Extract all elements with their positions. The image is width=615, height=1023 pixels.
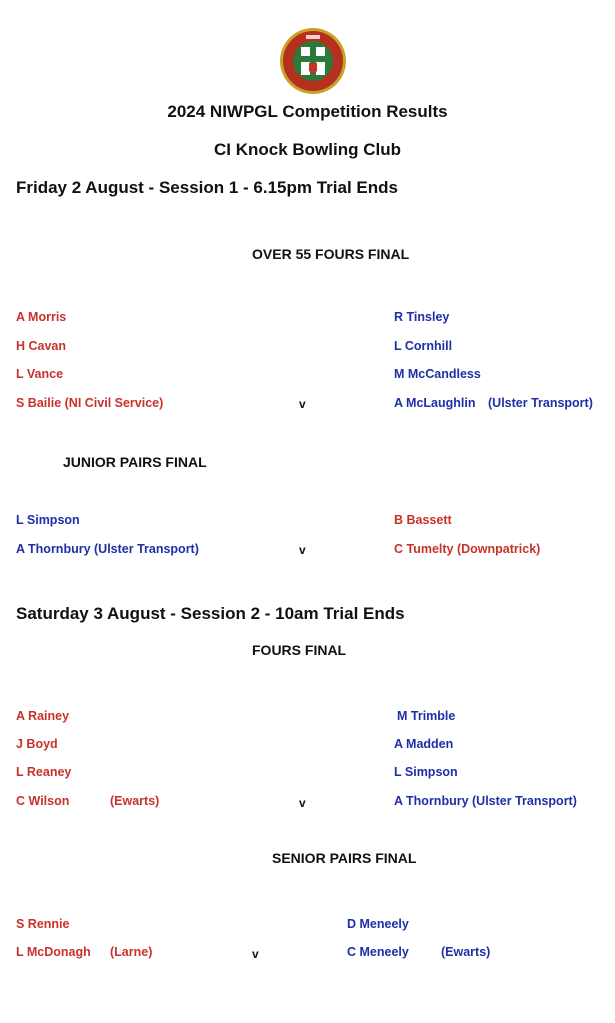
senior-left-player-1: S Rennie [16, 917, 70, 931]
senior-right-club: (Ewarts) [441, 945, 491, 959]
session-2-title: Saturday 3 August - Session 2 - 10am Trial Ends [16, 604, 405, 623]
fours-left-player-1: A Rainey [16, 709, 70, 723]
fours-left-player-4: C Wilson [16, 794, 70, 808]
junior-pairs-heading: JUNIOR PAIRS FINAL [63, 454, 207, 470]
club-name: CI Knock Bowling Club [214, 140, 401, 159]
session-1-title: Friday 2 August - Session 1 - 6.15pm Trial Ends [16, 178, 398, 197]
over55-fours-heading: OVER 55 FOURS FINAL [252, 246, 410, 262]
page-title: 2024 NIWPGL Competition Results [167, 102, 448, 121]
junior-left-player-2: A Thornbury (Ulster Transport) [16, 542, 199, 556]
over55-right-player-3: M McCandless [394, 367, 481, 381]
junior-right-player-1: B Bassett [394, 513, 452, 527]
fours-left-player-3: L Reaney [16, 765, 72, 779]
senior-left-club: (Larne) [110, 945, 153, 959]
club-logo [279, 27, 347, 95]
fours-right-player-3: L Simpson [394, 765, 458, 779]
over55-versus: v [299, 397, 306, 411]
junior-right-player-2: C Tumelty (Downpatrick) [394, 542, 541, 556]
senior-right-player-1: D Meneely [347, 917, 409, 931]
over55-left-player-4: S Bailie (NI Civil Service) [16, 396, 164, 410]
senior-versus: v [252, 947, 259, 961]
over55-right-player-2: L Cornhill [394, 339, 453, 353]
senior-right-player-2: C Meneely [347, 945, 409, 959]
fours-versus: v [299, 796, 306, 810]
senior-left-player-2: L McDonagh [16, 945, 91, 959]
fours-left-player-2: J Boyd [16, 737, 58, 751]
senior-pairs-heading: SENIOR PAIRS FINAL [272, 850, 417, 866]
over55-left-player-3: L Vance [16, 367, 64, 381]
fours-right-player-1: M Trimble [397, 709, 456, 723]
over55-right-player-1: R Tinsley [394, 310, 450, 324]
fours-left-club: (Ewarts) [110, 794, 160, 808]
over55-left-player-1: A Morris [16, 310, 67, 324]
fours-right-player-2: A Madden [394, 737, 454, 751]
over55-right-player-4: A McLaughlin [394, 396, 476, 410]
over55-right-club: (Ulster Transport) [488, 396, 593, 410]
over55-left-player-2: H Cavan [16, 339, 67, 353]
junior-left-player-1: L Simpson [16, 513, 80, 527]
fours-right-player-4: A Thornbury (Ulster Transport) [394, 794, 577, 808]
junior-versus: v [299, 543, 306, 557]
fours-final-heading: FOURS FINAL [252, 642, 347, 658]
